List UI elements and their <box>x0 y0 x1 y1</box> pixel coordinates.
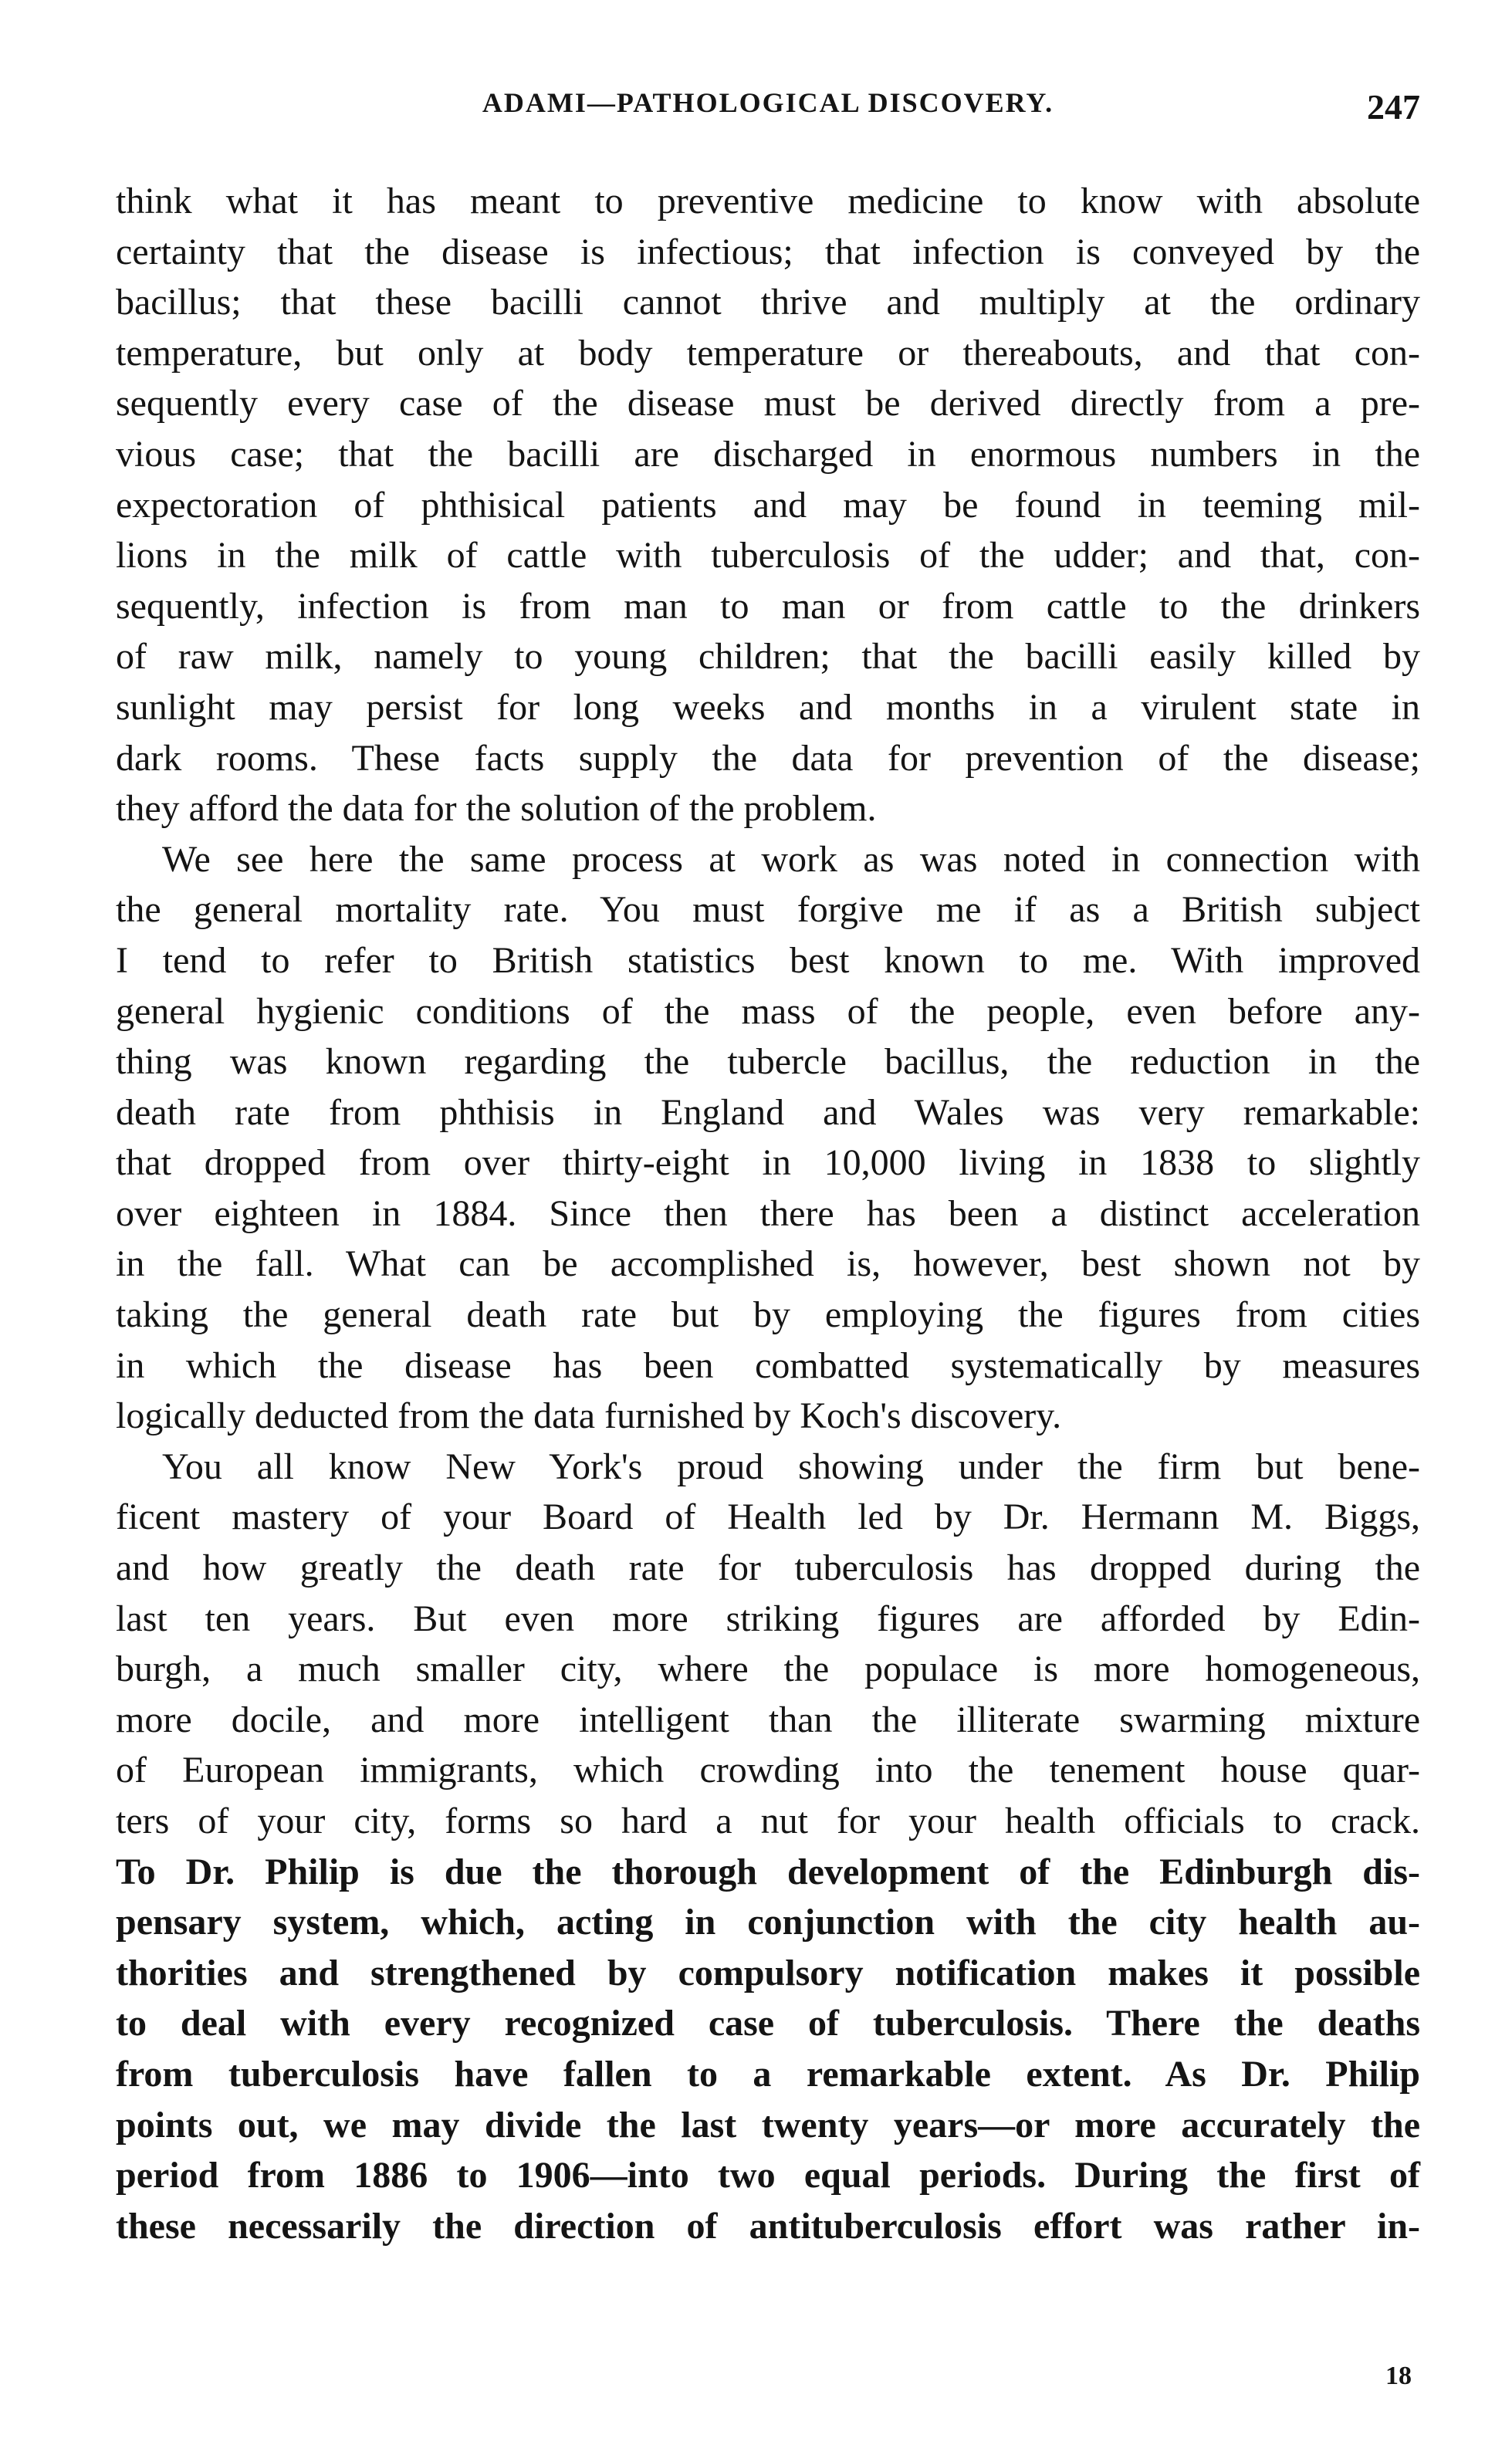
text-line: bacillus; that these bacilli cannot thrive and multiply at the ordinary <box>116 282 1420 323</box>
paragraph-start-line: You all know New York's proud showing under the firm but bene- <box>162 1446 1420 1487</box>
text-line: thing was known regarding the tubercle bacillus, the reduction in the <box>116 1041 1420 1083</box>
text-line: taking the general death rate but by employing the figures from cities <box>116 1294 1420 1336</box>
text-line: in which the disease has been combatted systematically by measures <box>116 1344 1420 1386</box>
paragraph-end-line: logically deducted from the data furnished by Koch's discovery. <box>116 1395 1062 1437</box>
text-line: in the fall. What can be accomplished is, however, best shown not by <box>116 1243 1420 1285</box>
text-line: temperature, but only at body temperature or thereabouts, and that con- <box>116 332 1420 374</box>
paragraph-start-line: We see here the same process at work as was noted in connection with <box>162 838 1420 880</box>
text-line: expectoration of phthisical patients and may be found in teeming mil- <box>116 484 1420 526</box>
text-line: pensary system, which, acting in conjunction with the city health au- <box>116 1902 1420 1943</box>
text-line: period from 1886 to 1906—into two equal periods. During the first of <box>116 2155 1420 2196</box>
text-line: sunlight may persist for long weeks and months in a virulent state in <box>116 686 1420 728</box>
text-line: of European immigrants, which crowding into the tenement house quar- <box>116 1750 1420 1791</box>
text-line: and how greatly the death rate for tuberculosis has dropped during the <box>116 1547 1420 1589</box>
text-line: vious case; that the bacilli are discharged in enormous numbers in the <box>116 433 1420 475</box>
text-line: think what it has meant to preventive medicine to know with absolute <box>116 181 1420 221</box>
signature-mark: 18 <box>1385 2362 1412 2390</box>
text-line: points out, we may divide the last twenty years—or more accurately the <box>116 2104 1420 2146</box>
running-title: ADAMI—PATHOLOGICAL DISCOVERY. <box>482 87 1054 118</box>
text-line: over eighteen in 1884. Since then there has been a distinct acceleration <box>116 1192 1420 1234</box>
text-line: death rate from phthisis in England and Wales was very remarkable: <box>116 1091 1420 1133</box>
text-line: last ten years. But even more striking figures are afforded by Edin- <box>116 1598 1420 1639</box>
text-line: I tend to refer to British statistics best known to me. With improved <box>116 939 1420 981</box>
text-line: certainty that the disease is infectious; that infection is conveyed by the <box>116 231 1420 272</box>
running-head <box>116 86 1420 133</box>
text-line: from tuberculosis have fallen to a remarkable extent. As Dr. Philip <box>116 2053 1420 2095</box>
text-line: these necessarily the direction of antituberculosis effort was rather in- <box>116 2205 1420 2247</box>
text-line: ters of your city, forms so hard a nut for your health officials to crack. <box>116 1801 1420 1841</box>
text-line: more docile, and more intelligent than the illiterate swarming mixture <box>116 1699 1420 1740</box>
page-number: 247 <box>1367 87 1420 127</box>
text-line: that dropped from over thirty-eight in 10,000 living in 1838 to slightly <box>116 1142 1420 1184</box>
text-line: to deal with every recognized case of tuberculosis. There the deaths <box>116 2003 1420 2044</box>
text-line: dark rooms. These facts supply the data for prevention of the disease; <box>116 737 1420 779</box>
text-line: the general mortality rate. You must forgive me if as a British subject <box>116 889 1420 931</box>
text-line: To Dr. Philip is due the thorough development of the Edinburgh dis- <box>116 1851 1420 1892</box>
text-line: sequently, infection is from man to man or from cattle to the drinkers <box>116 585 1420 627</box>
paragraph-end-line: they afford the data for the solution of the problem. <box>116 788 877 830</box>
body-text <box>116 176 1420 2251</box>
text-line: general hygienic conditions of the mass of the people, even before any- <box>116 990 1420 1032</box>
text-line: burgh, a much smaller city, where the populace is more homogeneous, <box>116 1649 1420 1690</box>
text-line: ficent mastery of your Board of Health led by Dr. Hermann M. Biggs, <box>116 1496 1420 1538</box>
text-line: sequently every case of the disease must be derived directly from a pre- <box>116 383 1420 424</box>
text-line: of raw milk, namely to young children; that the bacilli easily killed by <box>116 636 1420 678</box>
text-line: lions in the milk of cattle with tuberculosis of the udder; and that, con- <box>116 535 1420 577</box>
text-line: thorities and strengthened by compulsory notification makes it possible <box>116 1952 1420 1993</box>
